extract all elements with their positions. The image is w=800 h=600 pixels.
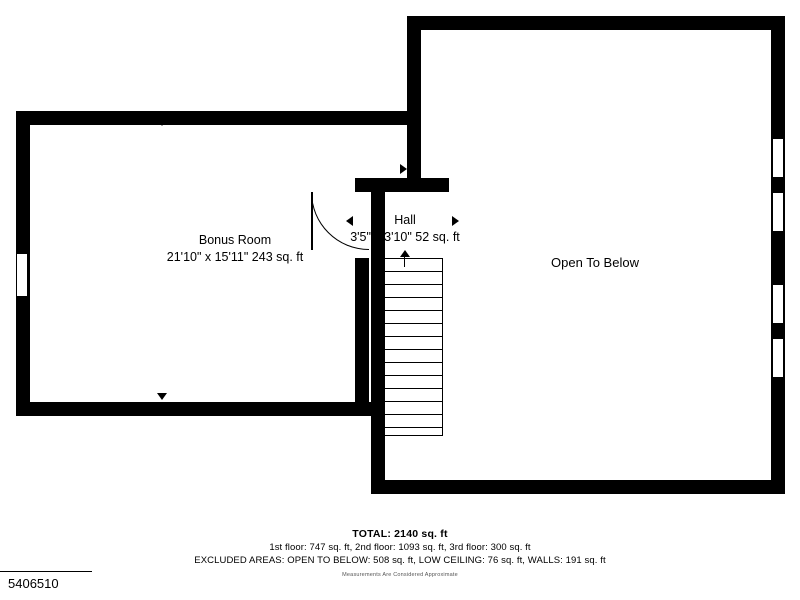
window-icon-east-2 bbox=[772, 192, 784, 232]
room-name: Bonus Room bbox=[198, 233, 272, 247]
footer-divider bbox=[0, 571, 92, 572]
stairs-direction-line bbox=[404, 257, 405, 267]
arrow-right-icon-east bbox=[400, 164, 407, 174]
area-summary bbox=[0, 528, 800, 578]
arrow-up-icon-stairs bbox=[400, 250, 410, 257]
wall-right-top bbox=[407, 16, 785, 30]
room-label-hall bbox=[300, 212, 510, 246]
window-icon-west-1 bbox=[16, 253, 28, 297]
room-name: Hall bbox=[394, 213, 416, 227]
wall-hall-top bbox=[369, 178, 449, 192]
summary-disclaimer: Measurements Are Considered Approximate bbox=[342, 572, 458, 578]
area-label-open-to-below: Open To Below bbox=[551, 255, 639, 270]
summary-floors: 1st floor: 747 sq. ft, 2nd floor: 1093 sq. ft, 3rd floor: 300 sq. ft bbox=[269, 542, 531, 553]
room-dimensions: 3'5" x 3'10" 52 sq. ft bbox=[350, 229, 460, 244]
wall-left-top bbox=[16, 111, 421, 125]
wall-left-east-lower bbox=[355, 258, 369, 416]
wall-right-west-upper bbox=[407, 16, 421, 184]
window-icon-east-3 bbox=[772, 284, 784, 324]
window-icon-east-4 bbox=[772, 338, 784, 378]
stairs-icon bbox=[376, 258, 443, 436]
listing-id: 5406510 bbox=[8, 576, 59, 591]
summary-total: TOTAL: 2140 sq. ft bbox=[352, 528, 448, 540]
wall-right-east bbox=[771, 16, 785, 494]
arrow-down-icon-top bbox=[157, 119, 167, 126]
wall-left-bottom bbox=[16, 402, 385, 416]
wall-left-east-upper bbox=[355, 178, 369, 192]
arrow-down-icon-bottom bbox=[157, 393, 167, 400]
room-dimensions: 21'10" x 15'11" 243 sq. ft bbox=[166, 249, 304, 264]
window-icon-east-1 bbox=[772, 138, 784, 178]
wall-right-bottom bbox=[371, 480, 785, 494]
summary-excluded: EXCLUDED AREAS: OPEN TO BELOW: 508 sq. ft, LOW CEILING: 76 sq. ft, WALLS: 191 sq. ft bbox=[194, 555, 606, 566]
arrow-left-icon-west bbox=[19, 164, 26, 174]
